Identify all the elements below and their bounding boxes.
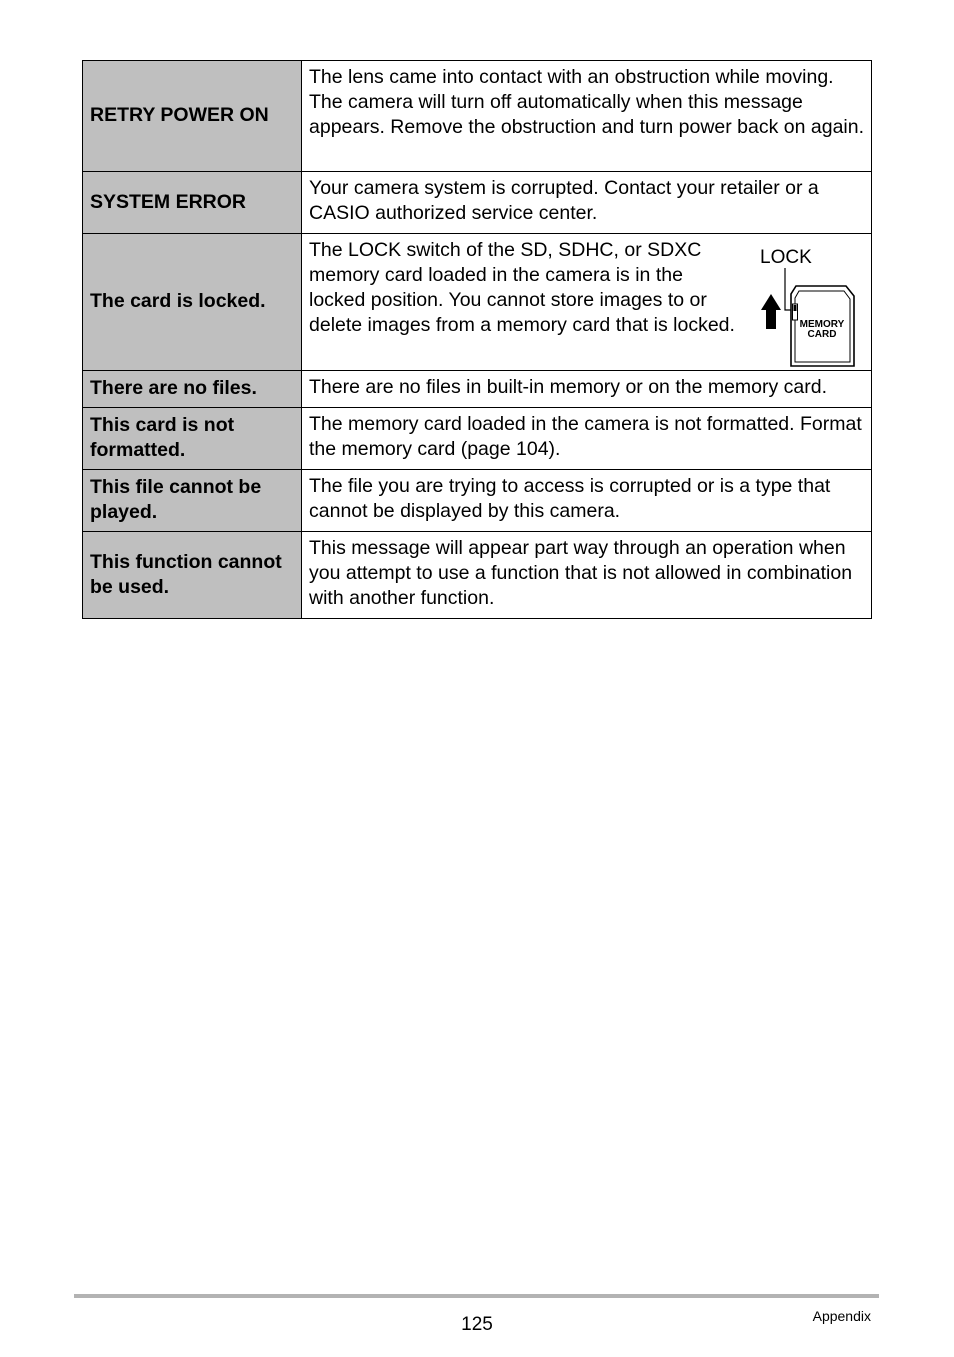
table-row [83,172,872,234]
message-description: The file you are trying to access is corrupted or is a type that cannot be displayed by this camera. [302,470,872,532]
table-row [83,371,872,408]
message-label: The card is locked. [83,234,302,371]
message-description: The memory card loaded in the camera is not formatted. Format the memory card (page 104). [302,408,872,470]
message-label: This file cannot be played. [83,470,302,532]
table-row [83,61,872,172]
memory-card-lock-figure [758,242,868,367]
footer-divider [74,1294,879,1298]
lock-pointer-line [785,268,791,310]
message-label: There are no files. [83,371,302,408]
memory-card-icon [758,242,868,367]
message-label: This function cannot be used. [83,532,302,619]
message-description: This message will appear part way through an operation when you attempt to use a function that is not allowed in combination with another function. [302,532,872,619]
locked-cell-content [309,238,864,363]
table-row [83,234,872,371]
card-text-line1: MEMORY [799,319,845,330]
section-name: Appendix [812,1308,871,1324]
message-description: The LOCK switch of the SD, SDHC, or SDXC memory card loaded in the camera is in the locked position. You cannot store images to or delete images from a memory card that is locked. [309,239,735,336]
message-label: SYSTEM ERROR [83,172,302,234]
table-row [83,532,872,619]
message-description: Your camera system is corrupted. Contact your retailer or a CASIO authorized service center. [302,172,872,234]
card-text-line2: CARD [807,329,837,340]
message-label: RETRY POWER ON [83,61,302,172]
lock-label: LOCK [760,247,812,268]
page-number: 125 [461,1314,493,1335]
table-row [83,408,872,470]
table-row [83,470,872,532]
message-description: There are no files in built-in memory or on the memory card. [302,371,872,408]
error-message-table [82,60,872,619]
message-label: This card is not formatted. [83,408,302,470]
message-description-with-figure [302,234,872,371]
arrow-up-icon [761,294,781,329]
message-description: The lens came into contact with an obstruction while moving. The camera will turn off automatically when this message appears. Remove the obstruction and turn power back on again. [302,61,872,172]
